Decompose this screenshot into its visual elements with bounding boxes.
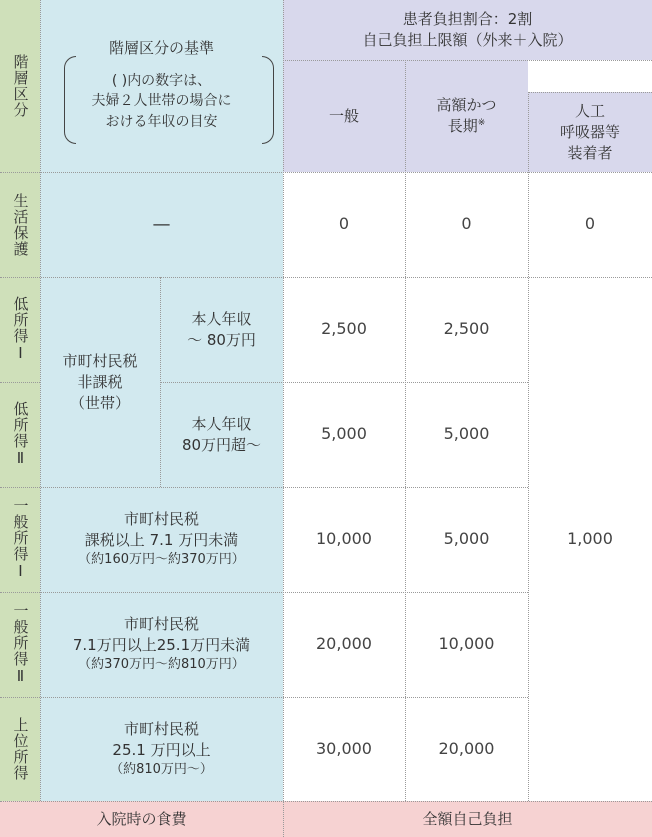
row-welfare-criteria: — bbox=[40, 172, 283, 277]
row-welfare-category: 生活保護 bbox=[0, 172, 40, 277]
grid-hline bbox=[0, 487, 528, 488]
row-upper-category: 上位所得 bbox=[0, 697, 40, 801]
criteria-note-paren: ( ) bbox=[111, 73, 128, 89]
row-welfare-longterm: 0 bbox=[405, 172, 528, 277]
row-welfare-general: 0 bbox=[283, 172, 405, 277]
grid-vline bbox=[283, 0, 284, 837]
row-upper-general: 30,000 bbox=[283, 697, 405, 801]
grid-hline bbox=[0, 277, 652, 278]
row-welfare-ventilator: 0 bbox=[528, 172, 652, 277]
row-low-group-criteria: 市町村民税 非課税 （世帯） bbox=[40, 277, 160, 487]
row-low1-criteria: 本人年収 ～ 80万円 bbox=[160, 277, 283, 382]
header-longterm: 高額かつ 長期※ bbox=[405, 60, 528, 172]
right-bracket bbox=[262, 56, 274, 144]
header-ventilator: 人工 呼吸器等 装着者 bbox=[528, 92, 652, 172]
footer-value: 全額自己負担 bbox=[283, 801, 652, 837]
header-criteria bbox=[40, 0, 283, 172]
row-gen1-longterm: 5,000 bbox=[405, 487, 528, 592]
header-copay: 患者負担割合：2割 自己負担上限額（外来＋入院） bbox=[283, 0, 652, 60]
left-bracket bbox=[64, 56, 76, 144]
row-gen2-category: 一般所得Ⅱ bbox=[0, 592, 40, 697]
grid-hline bbox=[528, 92, 652, 93]
footnote-mark: ※ bbox=[477, 118, 486, 128]
row-gen2-longterm: 10,000 bbox=[405, 592, 528, 697]
row-gen2-general: 20,000 bbox=[283, 592, 405, 697]
grid-hline bbox=[160, 382, 528, 383]
grid-hline bbox=[0, 801, 652, 802]
criteria-title: 階層区分の基準 bbox=[108, 39, 214, 57]
row-low2-general: 5,000 bbox=[283, 382, 405, 487]
row-gen2-criteria: 市町村民税 7.1万円以上25.1万円未満 （約370万円～約810万円） bbox=[40, 592, 283, 697]
grid-vline bbox=[40, 0, 41, 801]
row-gen1-category: 一般所得Ⅰ bbox=[0, 487, 40, 592]
grid-hline bbox=[0, 697, 528, 698]
grid-hline bbox=[0, 172, 652, 173]
row-low2-category: 低所得Ⅱ bbox=[0, 382, 40, 487]
footer-label: 入院時の食費 bbox=[0, 801, 283, 837]
row-low2-criteria: 本人年収 80万円超～ bbox=[160, 382, 283, 487]
row-upper-criteria: 市町村民税 25.1 万円以上 （約810万円～） bbox=[40, 697, 283, 801]
row-low1-general: 2,500 bbox=[283, 277, 405, 382]
row-low1-longterm: 2,500 bbox=[405, 277, 528, 382]
grid-hline bbox=[0, 382, 40, 383]
grid-hline bbox=[283, 60, 652, 61]
header-category: 階層区分 bbox=[0, 0, 40, 172]
grid-vline bbox=[528, 92, 529, 801]
row-gen1-general: 10,000 bbox=[283, 487, 405, 592]
header-general: 一般 bbox=[283, 60, 405, 172]
criteria-note: ( )内の数字は、 夫婦２人世帯の場合に おける年収の目安 bbox=[91, 73, 232, 130]
grid-hline bbox=[0, 592, 528, 593]
row-ventilator-shared: 1,000 bbox=[528, 277, 652, 801]
row-gen1-criteria: 市町村民税 課税以上 7.1 万円未満 （約160万円～約370万円） bbox=[40, 487, 283, 592]
row-low1-category: 低所得Ⅰ bbox=[0, 277, 40, 382]
row-low2-longterm: 5,000 bbox=[405, 382, 528, 487]
row-upper-longterm: 20,000 bbox=[405, 697, 528, 801]
